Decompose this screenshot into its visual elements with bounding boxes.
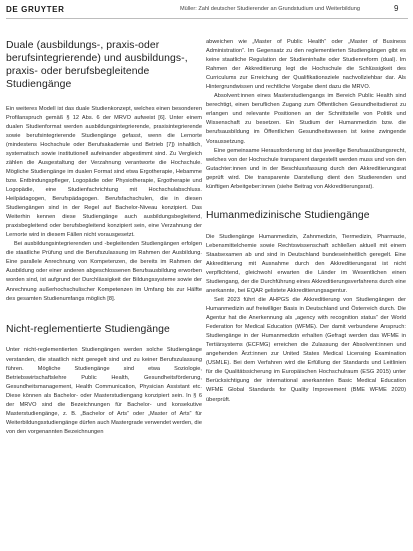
right-column [206,38,406,405]
section-heading-dual-studies: Duale (ausbildungs-, praxis-oder berufsintegrierende) und ausbildungs-, praxis- oder berufsbegleitende Studiengänge [6,40,188,90]
page-header [0,0,413,22]
section-heading-non-regulated: Nicht-reglementierte Studiengänge [6,323,170,335]
section-heading-human-medicine: Humanmedizinische Studiengänge [206,209,370,221]
running-title: Müller: Zahl deutscher Studierender an Grundstudium und Weiterbildung [180,6,360,12]
left-column [6,40,202,437]
paragraph-non-regulated: Unter nicht-reglementierten Studiengängen werden solche Studiengänge verstanden, die staatlich nicht geregelt sind und zu keiner Berufszulassung führen. Mögliche Studiengänge sind etwa Soziologie, Betriebswirtschaftslehre Public Health, Gesundheitsförderung, Gesundheitsmanagement, Health Communication, Physician Assistant etc. Diese können als Bachelor- oder Masterstudiengang konzipiert sein. In § 6 der MRVO sind die Bezeichnungen für Bachelor- und konsekutive Masterstudiengänge, z. B. „Bachelor of Arts“ oder „Master of Arts“ für Weiterbildungsstudiengänge dürfen auch Mastergrade verwendet werden, die von den vorgenannten Bezeichnungen [6,347,202,435]
paragraph-dual-integration: Bei ausbildungsintegrierenden und -begleitenden Studiengängen erfolgen die staatliche Prüfung und die Berufszulassung im Rahmen der Ausbildung. Eine parallele Anrechnung von Kompetenzen, die bereits im Rahmen der Ausbildung oder einer anderen abgeschlossenen Berufsausbildung erworben worden sind, ist aufgrund der Durchlässigkeit der Bildungssysteme sowie der Anrechnung außerhochschulischer Kompetenzen im Umfang bis zur Hälfte des gesamten Studienumfangs möglich [8]. [6,241,202,302]
header-rule [6,18,408,19]
paragraph-non-regulated-continued: abweichen wie „Master of Public Health“ oder „Master of Business Administration“. Im Gegensatz zu den reglementierten Studiengängen gibt es keine staatliche Regulation der Studieninhalte oder Studienreform (dual). Im Rahmen der Akkreditierung legt die Hochschule die Schlüssigkeit des Curriculums zur Erreichung der Qualifikationsziele nachvollziehbar dar. Als Hintergrundwissen und rechtliche Vorgabe dient dazu die MRVO. [206,39,406,91]
paragraph-common-challenge: Eine gemeinsame Herausforderung ist das jeweilige Berufsausübungsrecht, welches von der Hochschule transparent dargestellt werden muss und von den Gutachter:innen und in der Beschlussfassung durch den Akkreditierungsrat geprüft wird. Die transparente Darstellung dient den Studierenden und künftigen Arbeitgeber:innen (siehe Beitrag von Akkreditierungsrat). [206,147,406,190]
paragraph-dual-model: Ein weiteres Modell ist das duale Studienkonzept, welches einen besonderen Profilanspruch gemäß § 12 Abs. 6 der MRVO aufweist [6]. Unter einem dualen Studienformat werden ausbildungsintegrierende, praxisintegrierende sowie berufsintegrierende Studiengänge gefasst, wenn die Lernorte (mindestens Hochschule oder Berufsakademie und Betrieb [7]) inhaltlich, systematisch sowie institutionell aufeinander abgestimmt sind. Zu Vergleich zählen die Ausgestaltung der Verzahnung verantworte die Hochschule. Mögliche Studiengänge im dualen Format sind etwa Ergotherapie, Hebamme bzw. Entbindungspfleger, Logopädie oder Physiotherapie, Ergotherapie und Logopädie, eine Studienfachrichtung mit Hochschulabschluss. Heilpädagogen, Berufspädagogen. Berufsfachschulen, die in diesen Studiengängen sind in der Regel auf Bachelor-Niveau konzipiert. Das Weiterhin kennen diese Studiengänge auch ausbildungsbegleitend, praxisbegleitend oder berufsbegleitend konzipiert sein, eine Verzahnung der Lernorte wird in diesem Fällen nicht vorausgesetzt. [6,105,202,239]
paragraph-public-health-graduates: Absolvent:innen eines Masterstudiengangs im Bereich Public Health sind berechtigt, einen beruflichen Zugang zum Öffentlichen Gesundheitsdienst zu erlangen und relevante Positionen an der Schnittstelle von Politik und Wissenschaft zu besetzen. Ein Studium der Humanmedizin bzw. die berufsausbildung im Öffentlichen Gesundheitswesen ist keine zwingende Voraussetzung. [206,93,406,145]
page-number: 9 [394,4,399,13]
paragraph-ahpgs-accreditation: Seit 2023 führt die AHPGS die Akkreditierung von Studiengängen der Humanmedizin auf freiwilliger Basis in Deutschland und Österreich durch. Die Agentur hat die Anerkennung als „agency with recognition status“ der World Federation for Medical Education (WFME). Der damit verbundene Anspruch: Studiengänge in der Humanmedizin erhalten (Gefragt werden das WFME in Tertiärsystems (ECFMG) erreichen die Zulassung der Absolvent:innen und angehenden Ärzt:innen zur United States Medical Licensing Examination (USMLE). Bei dem Verfahren wird die Erfüllung der Standards und Leitlinien für die Qualitätssicherung im Europäischen Hochschulraum (ESG 2015) unter Berücksichtigung der international anerkannten Basic Medical Education WFME Global Standards for Quality Improvement (BME WFME 2020) überprüft. [206,297,406,403]
paragraph-human-medicine: Die Studiengänge Humanmedizin, Zahnmedizin, Tiermedizin, Pharmazie, Lebensmittelchemie sowie Rechtswissenschaft schließen aktuell mit einem Staatsexamen ab und sind in Deutschland bundeseinheitlich geregelt. Eine Akkreditierung mit Ausnahme durch den Akkreditierungsrat ist nicht verpflichtend, gleichwohl erwarten die Länder im Wesentlichen einen Studiengang, der die Durchführung eines Akkreditierungsverfahrens durch eine anerkannte, bei EQAR gelistete Akkreditierungsagentur. [206,233,406,294]
publisher-logo: DE GRUYTER [6,5,65,14]
